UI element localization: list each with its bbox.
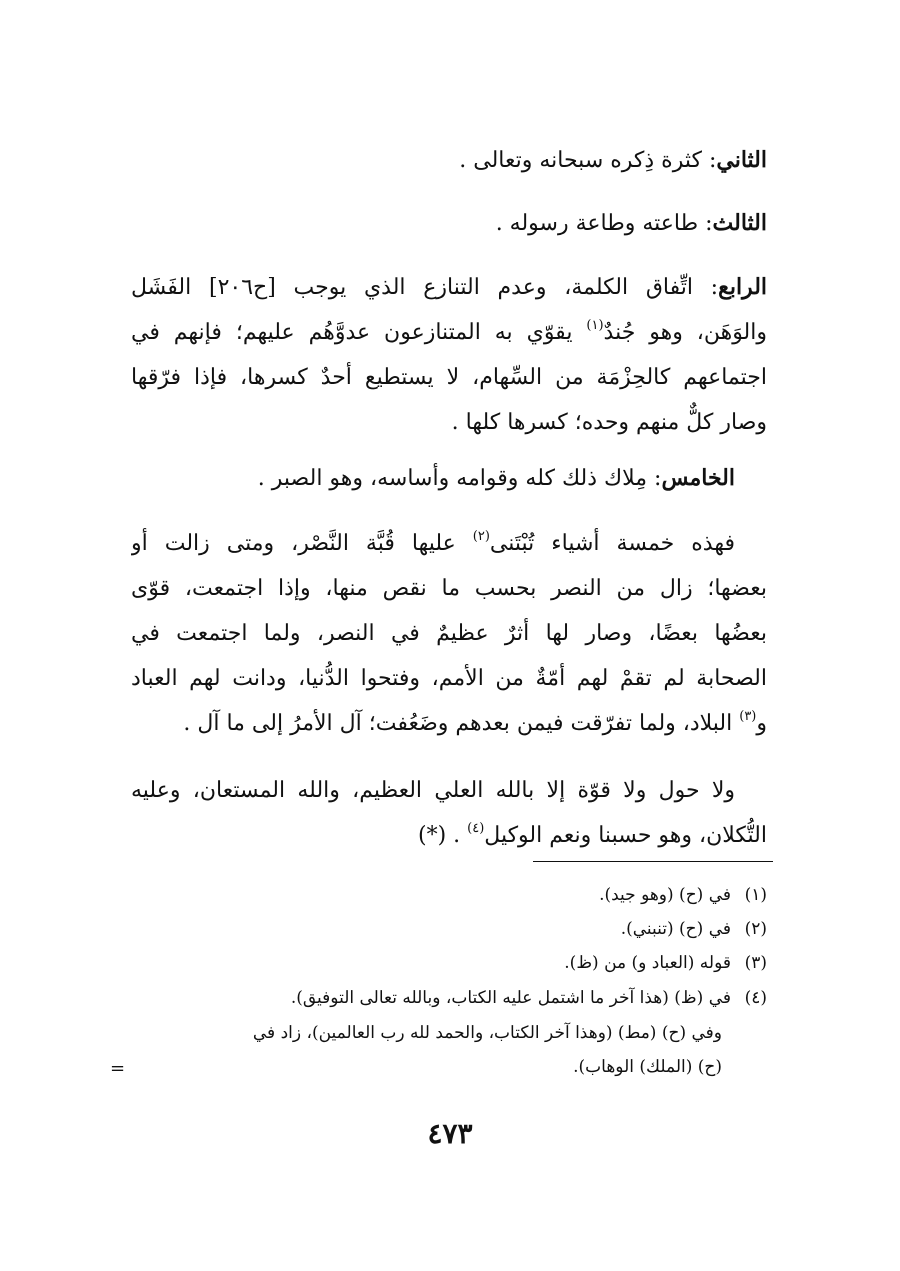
text-segment: يقوّي به المتنازعون عدوَّهُم عليهم؛ فإنهم في	[131, 320, 587, 345]
footnote-item	[147, 986, 767, 1010]
text-line	[131, 400, 767, 445]
paragraph-fifth	[131, 456, 735, 501]
text-line	[131, 521, 735, 566]
footnote-ref[interactable]: (٣)	[739, 709, 757, 724]
footnote-text: في (ح) (وهو جيد).	[599, 885, 731, 905]
footnote-number: (٣)	[744, 953, 767, 973]
footnote-ref[interactable]: (٤)	[467, 821, 485, 836]
text-segment: وصار كلٌّ منهم وحده؛ كسرها كلها .	[451, 410, 767, 435]
footnote-item	[147, 951, 767, 975]
footnote-text: في (ظ) (هذا آخر ما اشتمل عليه الكتاب، وبالله تعالى التوفيق).	[290, 988, 731, 1008]
paragraph-text: : طاعته وطاعة رسوله .	[495, 211, 713, 236]
text-segment: الصحابة لم تقمْ لهم أمّةٌ من الأمم، وفتحوا الدُّنيا، ودانت لهم العباد	[131, 666, 767, 691]
paragraph-third	[131, 201, 767, 246]
paragraph-label: الخامس	[661, 465, 735, 491]
text-segment: اجتماعهم كالحِزْمَة من السِّهام، لا يستطيع أحدٌ كسرها، فإذا فرّقها	[131, 365, 767, 390]
footnote-separator	[533, 861, 773, 862]
paragraph-label: الرابع	[718, 274, 767, 300]
text-segment: والوَهَن، وهو جُندٌ	[603, 320, 767, 345]
page-number: ٤٧٣	[427, 1117, 473, 1150]
text-line	[131, 566, 767, 611]
footnote-item	[147, 917, 767, 941]
text-segment: ولا حول ولا قوّة إلا بالله العلي العظيم، والله المستعان، وعليه	[131, 778, 735, 803]
paragraph-second	[131, 138, 767, 183]
footnote-ref[interactable]: (١)	[586, 318, 604, 333]
footnote-item	[147, 883, 767, 907]
text-segment: بعضها؛ زال من النصر بحسب ما نقص منها، وإذا اجتمعت، قوّى	[131, 576, 767, 601]
text-line	[131, 265, 767, 310]
footnote-continuation: وفي (ح) (مط) (وهذا آخر الكتاب، والحمد لله رب العالمين)، زاد في	[252, 1023, 722, 1043]
text-line	[131, 813, 767, 861]
text-line	[131, 701, 767, 749]
footnote-number: (١)	[744, 885, 767, 905]
text-segment: عليها قُبَّة النَّصْر، ومتى زالت أو	[131, 531, 473, 556]
text-segment: فهذه خمسة أشياء تُبْتَنى	[489, 531, 735, 556]
paragraph-text: : كثرة ذِكره سبحانه وتعالى .	[459, 148, 717, 173]
paragraph-label: الثالث	[712, 210, 767, 236]
footnote-continuation: (ح) (الملك) الوهاب).	[573, 1057, 722, 1077]
text-segment: البلاد، ولما تفرّقت فيمن بعدهم وضَعُفت؛ آل الأمرُ إلى ما آل .	[183, 711, 740, 736]
text-segment: : اتِّفاق الكلمة، وعدم التنازع الذي يوجب [ح٢٠٦] الفَشَل	[131, 275, 719, 300]
text-line	[131, 310, 767, 355]
paragraph-text: : مِلاك ذلك كله وقوامه وأساسه، وهو الصبر .	[257, 466, 662, 491]
text-line	[131, 355, 767, 400]
text-segment: بعضُها بعضًا، وصار لها أثرٌ عظيمٌ في النصر، ولما اجتمعت في	[131, 621, 767, 646]
text-line	[131, 611, 767, 656]
footnote-ref[interactable]: (٢)	[472, 529, 490, 544]
footnote-number: (٤)	[744, 988, 767, 1008]
paragraph-label: الثاني	[716, 147, 767, 173]
footnote-number: (٢)	[744, 919, 767, 939]
continuation-marker: =	[110, 1058, 126, 1079]
text-segment: التُّكلان، وهو حسبنا ونعم الوكيل	[484, 823, 767, 848]
footnote-text: قوله (العباد و) من (ظ).	[564, 953, 731, 973]
footnote-text: في (ح) (تنبني).	[620, 919, 731, 939]
text-segment: و	[756, 711, 767, 736]
text-line	[131, 768, 735, 813]
text-line	[131, 656, 767, 701]
text-segment: . (*)	[417, 823, 468, 848]
